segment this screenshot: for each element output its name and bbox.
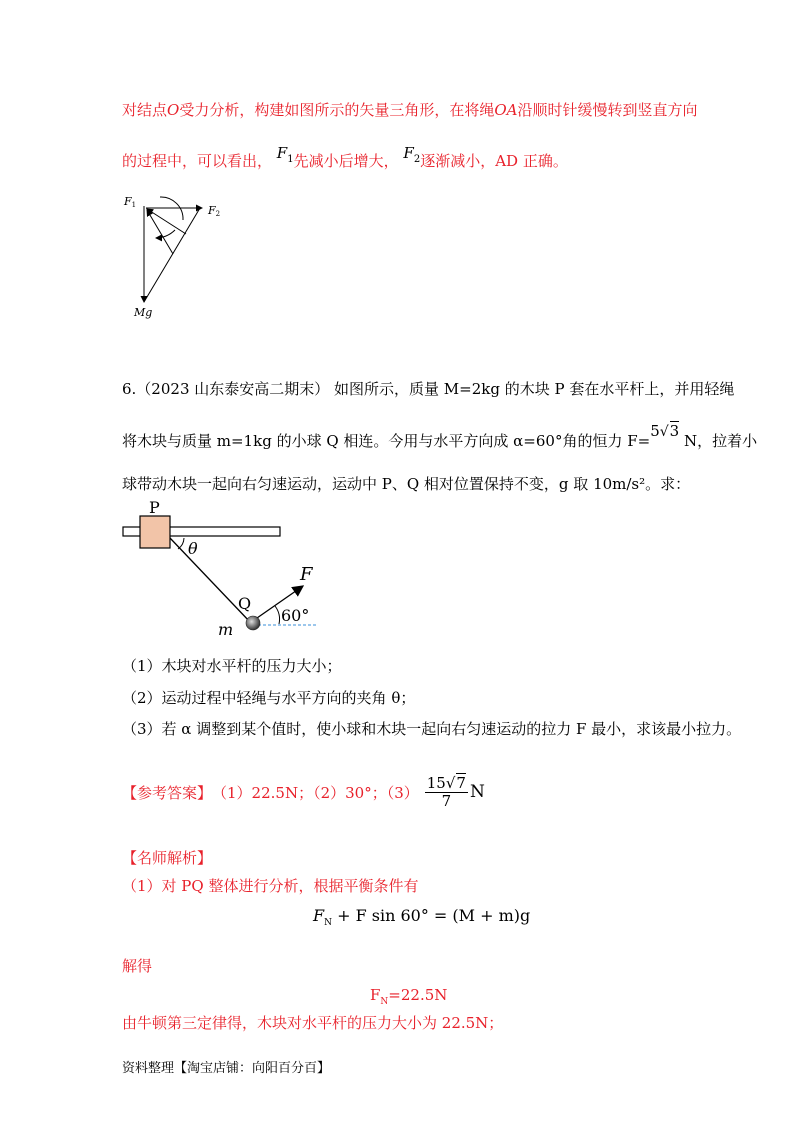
analysis-text: 沿顺时针缓慢转到竖直方向 — [517, 101, 698, 119]
answer-unit: N — [469, 782, 485, 802]
result-line: $F_N=22.5N$ — [370, 986, 448, 1007]
label-Q: Q — [238, 594, 252, 613]
problem6-line-3: 球带动木块一起向右匀速运动，运动中 P、Q 相对位置保持不变，g 取 10m/s²。求： — [122, 475, 691, 493]
label-m: m — [218, 620, 234, 638]
analysis-text: 先减小后增大， — [293, 152, 399, 170]
analysis-text: 的过程中，可以看出， — [122, 152, 273, 170]
vector-triangle-figure — [120, 192, 230, 322]
analysis-text: 逐渐减小，AD 正确。 — [420, 152, 568, 170]
conclusion-line: 由牛顿第三定律得，木块对水平杆的压力大小为 22.5N； — [122, 1014, 504, 1032]
solution-step-1: （1）对 PQ 整体进行分析，根据平衡条件有 — [122, 877, 419, 895]
force-value: 5√3 — [650, 422, 680, 440]
analysis-line-2 — [122, 144, 568, 173]
answer-label: 【参考答案】 — [122, 783, 213, 802]
block-ball-figure — [118, 498, 328, 638]
analysis-line-1 — [122, 99, 698, 120]
label-F2: F2 — [208, 204, 221, 218]
answer-line — [122, 775, 485, 809]
label-F: F — [300, 564, 313, 585]
symbol-F2: $F_2$ — [403, 144, 421, 165]
solve-label: 解得 — [122, 957, 153, 975]
rope-OA: OA — [494, 101, 518, 119]
question-2: （2）运动过程中轻绳与水平方向的夹角 θ； — [122, 689, 416, 707]
symbol-F1: $F_1$ — [276, 144, 294, 165]
label-P: P — [149, 498, 160, 517]
answer-fraction: $\frac{15√7}{7}$ — [426, 774, 466, 810]
problem6-line-1: 6.（2023 山东泰安高二期末） 如图所示，质量 M=2kg 的木块 P 套在水平杆上，并用轻绳 — [122, 380, 735, 398]
analysis-text: 受力分析，构建如图所示的矢量三角形，在将绳 — [179, 101, 495, 119]
label-Mg: Mg — [134, 306, 153, 319]
solution-header: 【名师解析】 — [122, 849, 213, 867]
point-O: O — [167, 101, 180, 119]
problem6-line-2: 将木块与质量 m=1kg 的小球 Q 相连。今用与水平方向成 α=60°角的恒力 F=5√3 N，拉着小 — [122, 422, 758, 450]
label-theta: θ — [188, 539, 198, 558]
question-1: （1）木块对水平杆的压力大小； — [122, 657, 342, 675]
analysis-text: 对结点 — [122, 101, 168, 119]
label-F1: F1 — [124, 195, 137, 209]
equation-1: $F_N + F$ sin 60° = (M + m)g — [313, 906, 531, 929]
answer-parts: （1）22.5N；（2）30°；（3） — [212, 783, 419, 802]
question-3: （3）若 α 调整到某个值时，使小球和木块一起向右匀速运动的拉力 F 最小，求该最小拉力。 — [122, 720, 742, 738]
label-angle: 60° — [281, 606, 310, 625]
footer-text: 资料整理【淘宝店铺：向阳百分百】 — [122, 1061, 331, 1076]
